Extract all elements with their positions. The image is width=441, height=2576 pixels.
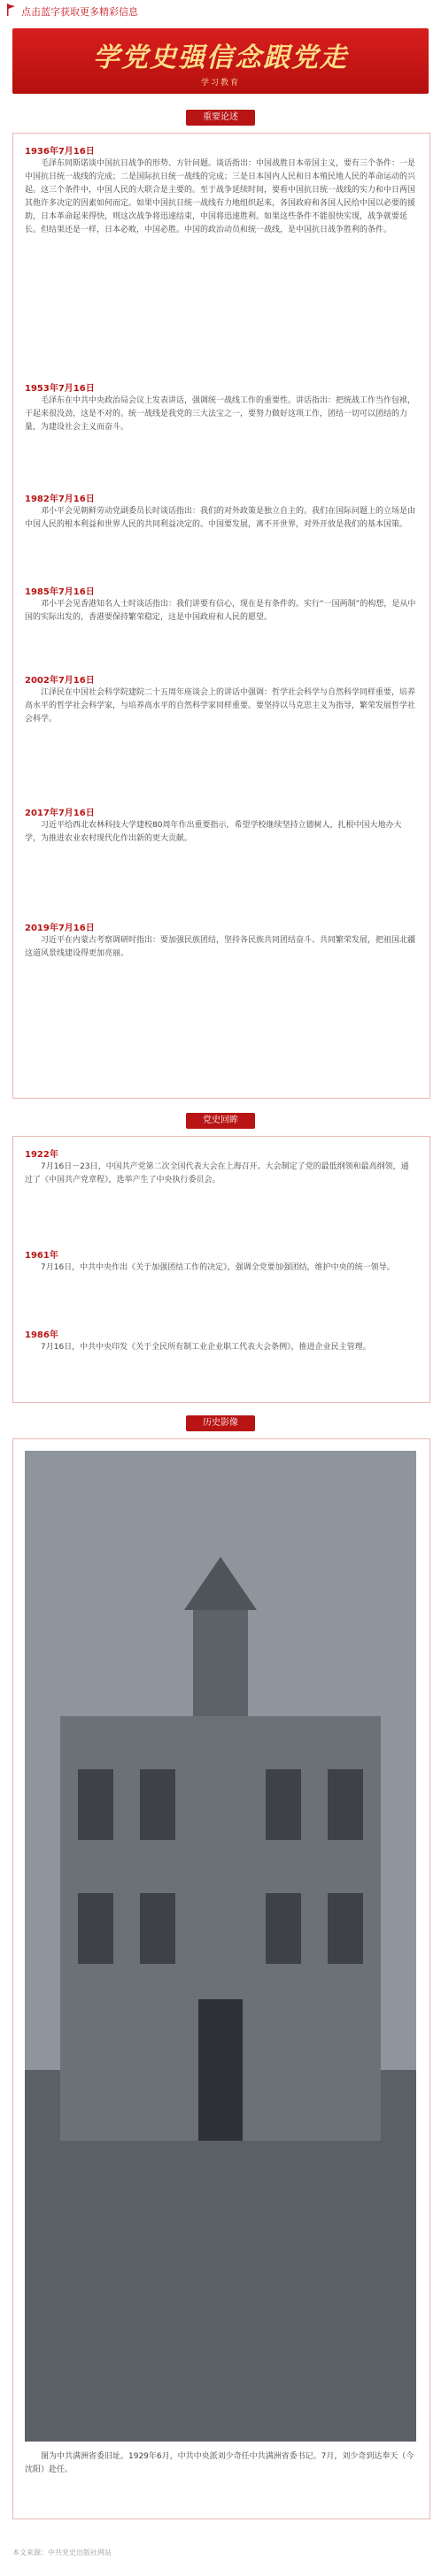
entry-text: 7月16日，中共中央印发《关于全民所有制工业企业职工代表大会条例》，推进企业民主管理。	[41, 1343, 371, 1352]
entry-date: 1961年	[25, 1251, 58, 1261]
entry-text: 毛泽东在中共中央政治局会议上发表讲话，强调统一战线工作的重要性。讲话指出：把统战工作当作包袱，干起来很没劲，这是不对的。统一战线是我党的三大法宝之一，要努力做好这项工作，团结一切可以团结的力量，为建设社会主义而奋斗。	[25, 396, 416, 432]
section-tag-images: 历史影像	[186, 1415, 255, 1431]
entry-text: 习近平在内蒙古考察调研时指出：要加强民族团结，坚持各民族共同团结奋斗、共同繁荣发展，把祖国北疆这道风景线建设得更加亮丽。	[25, 936, 416, 958]
entry-date: 1953年7月16日	[25, 384, 95, 394]
entry-text: 邓小平会见香港知名人士时谈话指出：我们讲要有信心，现在是有条件的。实行“一国两制”的构想，是从中国的实际出发的，香港要保持繁荣稳定，这是中国政府和人民的愿望。	[25, 600, 416, 622]
entry-text: 习近平给西北农林科技大学建校80周年作出重要指示，希望学校继续坚持立德树人，扎根中国大地办大学，为推进农业农村现代化作出新的更大贡献。	[25, 821, 402, 843]
entry-date: 2002年7月16日	[25, 676, 95, 686]
section-tag-history: 党史回眸	[186, 1113, 255, 1129]
photo-caption: 图为中共满洲省委旧址。1929年6月，中共中央派刘少奇任中共满洲省委书记。7月，刘少奇到达奉天（今沈阳）赴任。	[25, 2452, 414, 2474]
building-illustration	[25, 1451, 416, 2442]
entry-text: 7月16日，中共中央作出《关于加强团结工作的决定》，强调全党要加强团结，维护中央的统一领导。	[41, 1263, 395, 1272]
entry-date: 1985年7月16日	[25, 587, 95, 597]
entry-date: 1936年7月16日	[25, 147, 95, 157]
banner-title: 学党史强信念跟党走	[93, 42, 348, 73]
entry-date: 2017年7月16日	[25, 809, 95, 818]
entry-text: 邓小平会见朝鲜劳动党副委员长时谈话指出：我们的对外政策是独立自主的。我们在国际问题上的立场是由中国人民的根本利益和世界人民的共同利益决定的。中国要发展，离不开世界，对外开放是我们的基本国策。	[25, 507, 416, 529]
entry-date: 1986年	[25, 1330, 58, 1340]
flag-icon	[7, 4, 16, 16]
entry-date: 1922年	[25, 1150, 58, 1160]
entry-text: 江泽民在中国社会科学院建院二十五周年座谈会上的讲话中强调：哲学社会科学与自然科学同样重要，培养高水平的哲学社会科学家，与培养高水平的自然科学家同样重要。要坚持以马克思主义为指导，繁荣发展哲学社会科学。	[25, 688, 416, 724]
source-note: 本文来源：中共党史出版社网站	[12, 2549, 112, 2557]
follow-link[interactable]: 点击蓝字获取更多精彩信息	[21, 6, 138, 18]
top-bar	[0, 0, 441, 21]
entry-text: 毛泽东同斯诺谈中国抗日战争的形势、方针问题。谈话指出：中国战胜日本帝国主义，要有三个条件：一是中国抗日统一战线的完成；二是国际抗日统一战线的完成；三是日本国内人民和日本殖民地人民的革命运动的兴起。这三个条件中，中国人民的大联合是主要的。至于战争延续时间，要看中国抗日统一战线的实力和中日两国其他许多决定的因素如何而定。如果中国抗日统一战线有力地组织起来，各国政府和各国人民给中国以必要的援助，日本革命起来得快，则这次战争将迅速结束，中国将迅速胜利。如果这些条件不能很快实现，战争就要延长。但结果还是一样，日本必败，中国必胜。中国的政治动员和统一战线，是中国抗日战争胜利的条件。	[25, 159, 416, 234]
entry-text: 7月16日－23日，中国共产党第二次全国代表大会在上海召开。大会制定了党的最低纲领和最高纲领，通过了《中国共产党章程》，选举产生了中央执行委员会。	[25, 1162, 409, 1184]
historic-photo	[25, 1451, 416, 2442]
entry-date: 2019年7月16日	[25, 924, 95, 933]
banner-subtitle: 学习教育	[200, 79, 240, 88]
entry-date: 1982年7月16日	[25, 494, 95, 504]
hero-banner	[12, 28, 429, 94]
section-tag-important: 重要论述	[186, 110, 255, 126]
